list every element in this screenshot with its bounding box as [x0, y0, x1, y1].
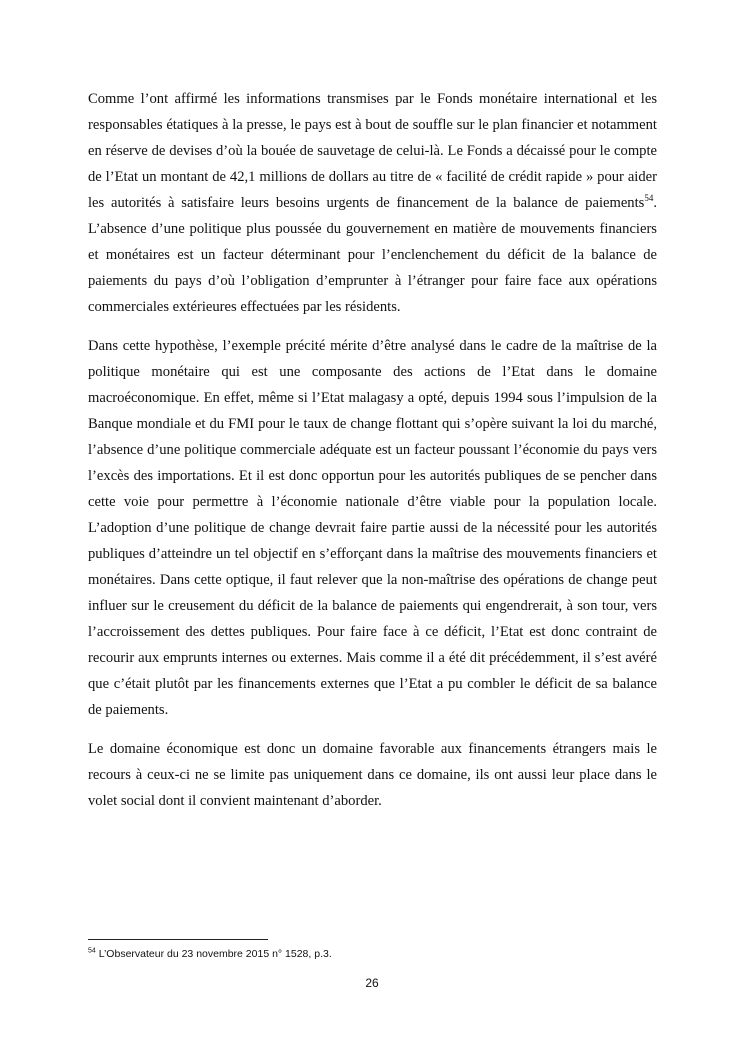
paragraph-1 — [88, 86, 657, 320]
paragraph-1-text-end: . L’absence d’une politique plus poussée du gouvernement en matière de mouvements financiers et monétaires est un facteur déterminant pour l’enclenchement du déficit de la balance de paiements du pays d’où l’obligation d’emprunter à l’étranger pour faire face aux opérations commerciales extérieures effectuées par les résidents. — [88, 195, 657, 315]
footnote-number: 54 — [88, 947, 96, 955]
footnote-54 — [88, 947, 332, 961]
body-text — [88, 86, 657, 827]
page-number: 26 — [365, 976, 379, 990]
footnote-separator — [88, 939, 268, 940]
paragraph-2: Dans cette hypothèse, l’exemple précité mérite d’être analysé dans le cadre de la maîtrise de la politique monétaire qui est une composante des actions de l’Etat dans le domaine macroéconomique. En effet, même si l’Etat malagasy a opté, depuis 1994 sous l’impulsion de la Banque mondiale et du FMI pour le taux de change flottant qui s’opère suivant la loi du marché, l’absence d’une politique commerciale adéquate est un facteur poussant l’économie du pays vers l’excès des importations. Et il est donc opportun pour les autorités publiques de se pencher dans cette voie pour permettre à l’économie nationale d’être viable pour la population locale. L’adoption d’une politique de change devrait faire partie aussi de la nécessité pour les autorités publiques d’atteindre un tel objectif en s’efforçant dans la maîtrise des mouvements financiers et monétaires. Dans cette optique, il faut relever que la non-maîtrise des opérations de change peut influer sur le creusement du déficit de la balance de paiements qui engendrerait, à son tour, vers l’accroissement des dettes publiques. Pour faire face à ce déficit, l’Etat est donc contraint de recourir aux emprunts internes ou externes. Mais comme il a été dit précédemment, il s’est avéré que c’était plutôt par les financements externes que l’Etat a pu combler le déficit de sa balance de paiements. — [88, 338, 657, 718]
paragraph-3: Le domaine économique est donc un domaine favorable aux financements étrangers mais le recours à ceux-ci ne se limite pas uniquement dans ce domaine, ils ont aussi leur place dans le volet social dont il convient maintenant d’aborder. — [88, 741, 657, 809]
paragraph-1-text-start: Comme l’ont affirmé les informations transmises par le Fonds monétaire international et les responsables étatiques à la presse, le pays est à bout de souffle sur le plan financier et notamment en réserve de devises d’où la bouée de sauvetage de celui-là. Le Fonds a décaissé pour le compte de l’Etat un montant de 42,1 millions de dollars au titre de « facilité de crédit rapide » pour aider les autorités à satisfaire leurs besoins urgents de financement de la balance de paiements — [88, 91, 657, 211]
footnote-text: L’Observateur du 23 novembre 2015 n° 1528, p.3. — [95, 948, 332, 960]
footnote-reference-54[interactable]: 54 — [644, 193, 654, 204]
